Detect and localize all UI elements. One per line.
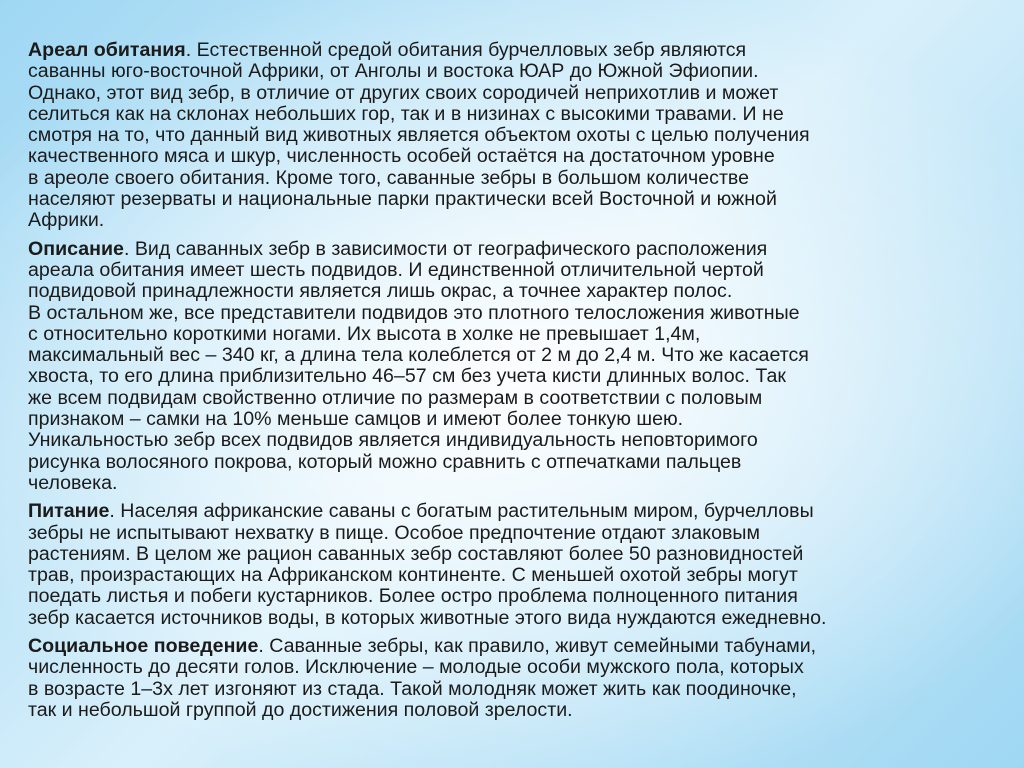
- paragraph-diet: [28, 501, 996, 629]
- text-line: рисунка волосяного покрова, который можно сравнить с отпечатками пальцев: [28, 450, 742, 473]
- text-line: трав, произрастающих на Африканском континенте. С меньшей охотой зебры могут: [28, 564, 798, 587]
- text-line: . Естественной средой обитания бурчелловых зебр являются: [185, 39, 747, 61]
- text-line: Африки.: [28, 209, 105, 232]
- heading-habitat: Ареал обитания: [28, 39, 186, 61]
- text-line: населяют резерваты и национальные парки практически всей Восточной и южной: [28, 188, 777, 211]
- paragraph-social-behavior: [28, 636, 996, 721]
- text-line: . Саванные зебры, как правило, живут семейными табунами,: [258, 635, 817, 658]
- heading-diet: Питание: [28, 500, 110, 523]
- text-line: в ареоле своего обитания. Кроме того, саванные зебры в большом количестве: [28, 166, 750, 189]
- text-line: так и небольшой группой до достижения половой зрелости.: [28, 698, 573, 721]
- text-line: человека.: [28, 471, 118, 494]
- text-line: численность до десяти голов. Исключение – молодые особи мужского пола, которых: [28, 656, 804, 679]
- text-line: признаком – самки на 10% меньше самцов и имеют более тонкую шею.: [28, 408, 684, 431]
- text-line: подвидовой принадлежности является лишь окрас, а точнее характер полос.: [28, 280, 733, 303]
- paragraph-habitat: [28, 40, 996, 232]
- slide-text: [28, 40, 996, 728]
- text-line: же всем подвидам свойственно отличие по размерам в соответствии с половым: [28, 386, 763, 409]
- text-line: хвоста, то его длина приблизительно 46–57 см без учета кисти длинных волос. Так: [28, 365, 786, 388]
- text-line: максимальный вес – 340 кг, а длина тела колеблется от 2 м до 2,4 м. Что же касается: [28, 344, 809, 367]
- text-line: зебр касается источников воды, в которых животные этого вида нуждаются ежедневно.: [28, 606, 827, 629]
- text-line: Уникальностью зебр всех подвидов является индивидуальность неповторимого: [28, 429, 758, 452]
- text-line: Однако, этот вид зебр, в отличие от других своих сородичей неприхотлив и может: [28, 81, 779, 104]
- heading-social-behavior: Социальное поведение: [28, 635, 259, 658]
- text-line: . Вид саванных зебр в зависимости от географического расположения: [123, 237, 768, 260]
- text-line: зебры не испытывают нехватку в пище. Особое предпочтение отдают злаковым: [28, 521, 760, 544]
- text-line: саванны юго-восточной Африки, от Анголы и востока ЮАР до Южной Эфиопии.: [28, 60, 759, 83]
- text-line: . Населяя африканские саваны с богатым растительным миром, бурчелловы: [109, 500, 814, 523]
- text-line: в возрасте 1–3х лет изгоняют из стада. Такой молодняк может жить как поодиночке,: [28, 677, 797, 700]
- text-line: смотря на то, что данный вид животных является объектом охоты с целью получения: [28, 124, 810, 147]
- heading-description: Описание: [28, 237, 124, 260]
- text-line: поедать листья и побеги кустарников. Более остро проблема полноценного питания: [28, 585, 798, 608]
- text-line: ареала обитания имеет шесть подвидов. И единственной отличительной чертой: [28, 258, 764, 281]
- text-line: селиться как на склонах небольших гор, так и в низинах с высокими травами. И не: [28, 102, 784, 125]
- text-line: качественного мяса и шкур, численность особей остаётся на достаточном уровне: [28, 145, 775, 168]
- text-line: В остальном же, все представители подвидов это плотного телосложения животные: [28, 301, 800, 324]
- paragraph-description: [28, 239, 996, 495]
- text-line: с относительно короткими ногами. Их высота в холке не превышает 1,4м,: [28, 322, 701, 345]
- text-line: растениям. В целом же рацион саванных зебр составляют более 50 разновидностей: [28, 542, 804, 565]
